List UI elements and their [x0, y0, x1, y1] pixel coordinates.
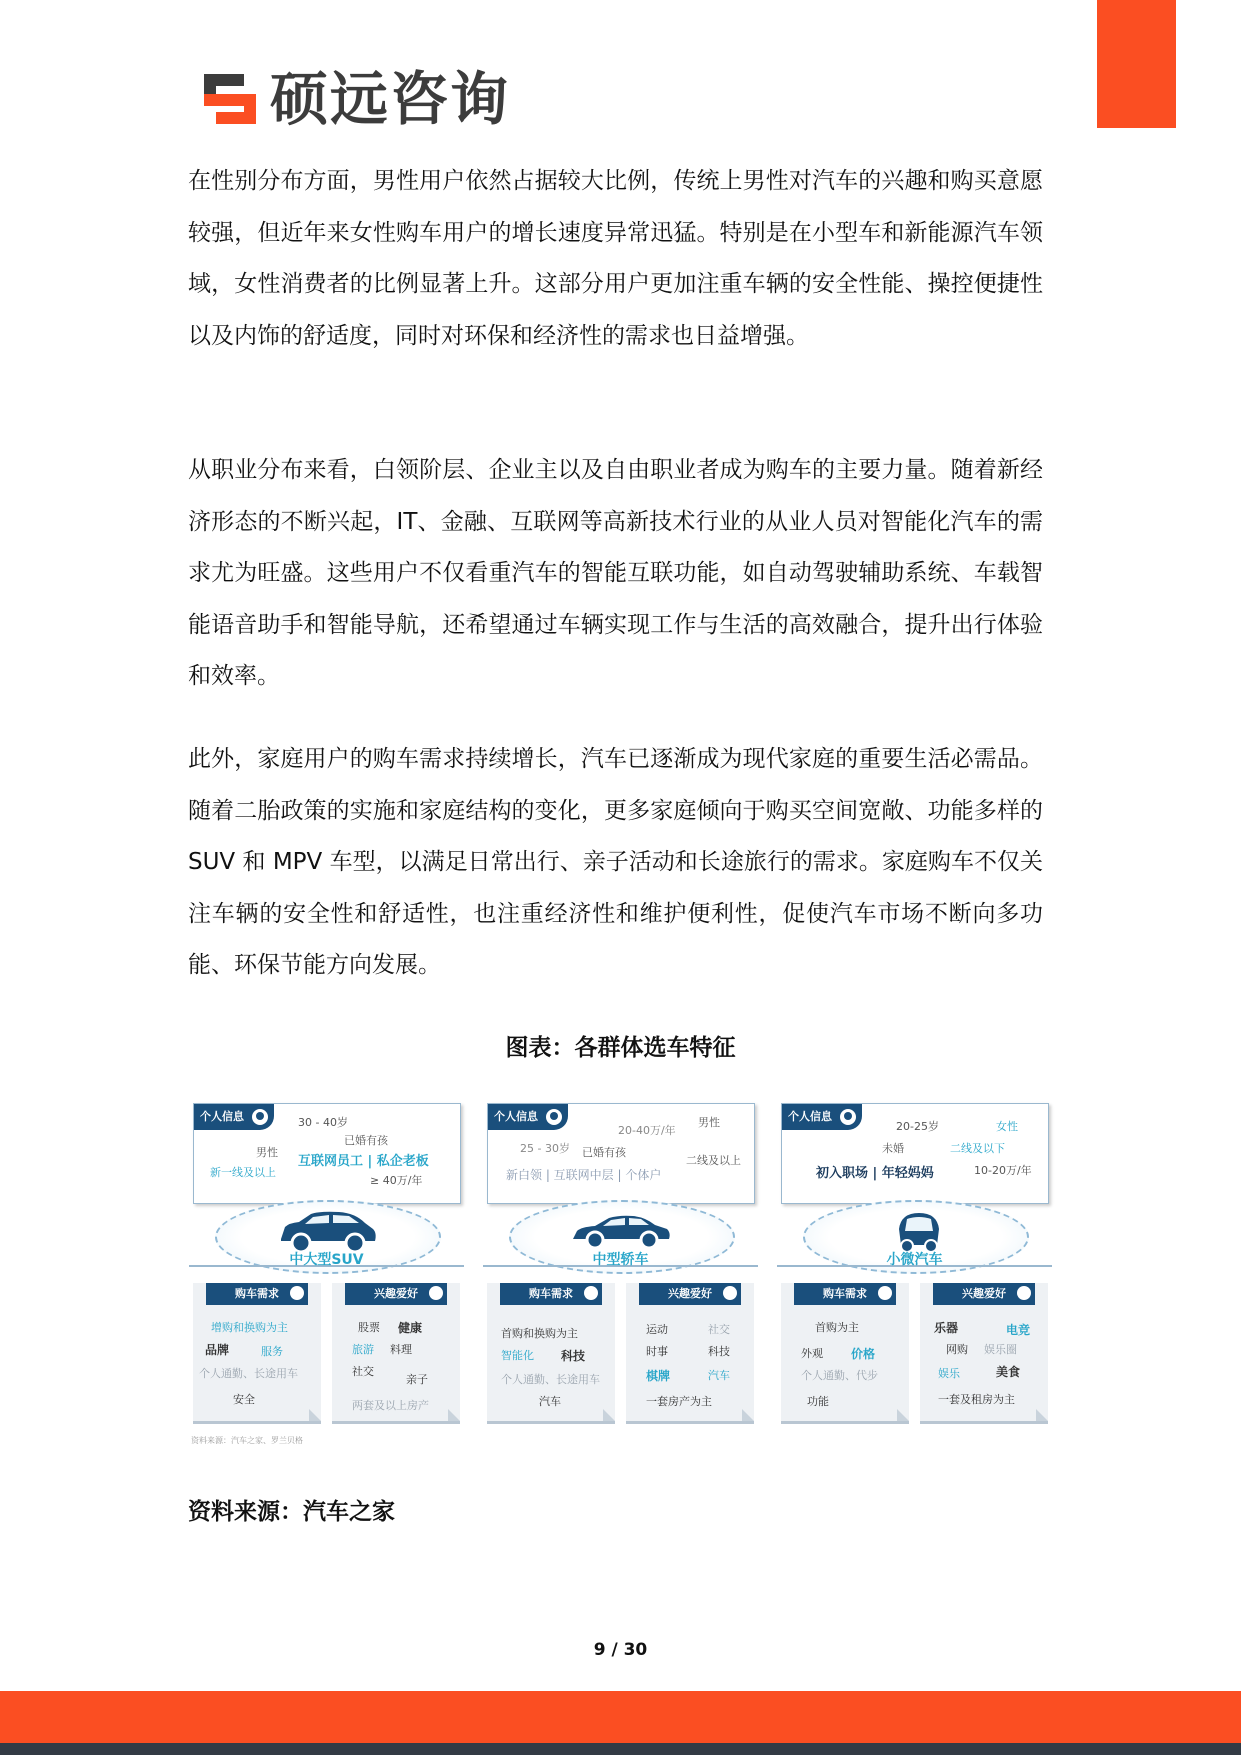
person-icon: [252, 1109, 268, 1125]
need-item: 个人通勤、长途用车: [501, 1373, 600, 1386]
document-icon: [429, 1286, 443, 1300]
panel-sedan: [483, 1097, 758, 1422]
info-box: [193, 1103, 461, 1204]
needs-card: [781, 1283, 909, 1424]
hobbies-card: [332, 1283, 460, 1424]
hobby-item: 运动: [646, 1323, 668, 1336]
needs-tag: [500, 1283, 602, 1305]
hobbies-label: 兴趣爱好: [962, 1287, 1006, 1300]
hobby-item: 料理: [390, 1343, 412, 1356]
needs-tag: [794, 1283, 896, 1305]
page-fold: [448, 1409, 460, 1421]
paragraph-text: 此外，家庭用户的购车需求持续增长，汽车已逐渐成为现代家庭的重要生活必需品。随着二胎政策的实施和家庭结构的变化，更多家庭倾向于购买空间宽敞、功能多样的 SUV 和 MPV 车型，以满足日常出行、亲子活动和长途旅行的需求。家庭购车不仅关注车辆的安全性和舒适性，也注重经济性和维护便利性，促使汽车市场不断向多功能、环保节能方向发展。: [188, 746, 1043, 978]
need-item: 功能: [807, 1395, 829, 1408]
info-box: [781, 1103, 1049, 1204]
needs-tag: [206, 1283, 308, 1305]
info-label: 个人信息: [200, 1110, 244, 1123]
info-marital: 未婚: [882, 1142, 904, 1155]
document-icon: [1017, 1286, 1031, 1300]
info-box: [487, 1103, 755, 1204]
info-label: 个人信息: [494, 1110, 538, 1123]
need-item: 价格: [851, 1347, 876, 1361]
info-job: 初入职场 | 年轻妈妈: [816, 1166, 934, 1181]
need-item: 智能化: [501, 1349, 534, 1362]
info-city: 新一线及以上: [210, 1166, 276, 1179]
source-line: 资料来源：汽车之家: [188, 1499, 395, 1525]
page-fold: [309, 1409, 321, 1421]
brand-name: 硕远咨询: [270, 65, 511, 133]
hobby-item: 一套房产为主: [646, 1395, 712, 1408]
needs-label: 购车需求: [823, 1287, 867, 1300]
need-item: 个人通勤、代步: [801, 1369, 878, 1382]
hobby-item: 汽车: [708, 1369, 730, 1382]
hobbies-tag: [933, 1283, 1035, 1305]
info-marital: 已婚有孩: [582, 1146, 626, 1159]
hobbies-label: 兴趣爱好: [668, 1287, 712, 1300]
page-fold: [1036, 1409, 1048, 1421]
hobbies-label: 兴趣爱好: [374, 1287, 418, 1300]
hobby-item: 两套及以上房产: [352, 1399, 429, 1412]
need-item: 个人通勤、长途用车: [199, 1367, 298, 1380]
hobby-item: 棋牌: [646, 1369, 671, 1383]
info-job: 新白领 | 互联网中层 | 个体户: [506, 1168, 662, 1182]
info-tag: [782, 1104, 862, 1130]
need-item: 科技: [561, 1349, 586, 1363]
needs-card: [193, 1283, 321, 1424]
info-income: ≥ 40万/年: [370, 1174, 423, 1187]
money-icon: [878, 1286, 892, 1300]
page-number: 9 / 30: [593, 1640, 648, 1660]
car-type-label: 小微汽车: [886, 1252, 943, 1268]
body-paragraph-1: [188, 156, 1043, 386]
info-gender: 男性: [256, 1146, 278, 1159]
info-gender: 女性: [996, 1120, 1018, 1133]
need-item: 首购为主: [815, 1321, 859, 1334]
hobby-item: 电竞: [1006, 1323, 1031, 1337]
hobby-item: 科技: [708, 1345, 730, 1358]
panel-micro-car: [777, 1097, 1052, 1422]
document-icon: [723, 1286, 737, 1300]
needs-label: 购车需求: [529, 1287, 573, 1300]
body-paragraph-3: [188, 734, 1043, 1016]
person-icon: [840, 1109, 856, 1125]
hobbies-card: [626, 1283, 754, 1424]
info-income: 20-40万/年: [618, 1124, 676, 1137]
need-item: 外观: [801, 1347, 823, 1360]
footer-strip: [0, 1743, 1241, 1755]
page-fold: [897, 1409, 909, 1421]
body-paragraph-2: [188, 445, 1043, 727]
hobby-item: 娱乐圈: [984, 1343, 1017, 1356]
paragraph-text: 从职业分布来看，白领阶层、企业主以及自由职业者成为购车的主要力量。随着新经济形态的不断兴起，IT、金融、互联网等高新技术行业的从业人员对智能化汽车的需求尤为旺盛。这些用户不仅看重汽车的智能互联功能，如自动驾驶辅助系统、车载智能语音助手和智能导航，还希望通过车辆实现工作与生活的高效融合，提升出行体验和效率。: [188, 457, 1043, 689]
hobby-item: 社交: [708, 1323, 730, 1336]
page-fold: [603, 1409, 615, 1421]
info-income: 10-20万/年: [974, 1164, 1032, 1177]
info-tag: [194, 1104, 274, 1130]
needs-label: 购车需求: [235, 1287, 279, 1300]
hobby-item: 时事: [646, 1345, 668, 1358]
need-item: 首购和换购为主: [501, 1327, 578, 1340]
info-gender: 男性: [698, 1116, 720, 1129]
page-fold: [742, 1409, 754, 1421]
needs-card: [487, 1283, 615, 1424]
info-marital: 已婚有孩: [344, 1134, 388, 1147]
info-tag: [488, 1104, 568, 1130]
hobby-item: 健康: [398, 1321, 423, 1335]
hobby-item: 社交: [352, 1365, 374, 1378]
hobbies-tag: [639, 1283, 741, 1305]
hobby-item: 亲子: [406, 1373, 428, 1386]
need-item: 汽车: [539, 1395, 561, 1408]
person-icon: [546, 1109, 562, 1125]
figure-source-note: 资料来源：汽车之家、罗兰贝格: [191, 1436, 303, 1445]
panel-suv: [189, 1097, 464, 1422]
need-item: 安全: [233, 1393, 255, 1406]
top-right-accent-block: [1097, 0, 1176, 128]
info-job: 互联网员工 | 私企老板: [298, 1154, 429, 1169]
paragraph-text: 在性别分布方面，男性用户依然占据较大比例，传统上男性对汽车的兴趣和购买意愿较强，但近年来女性购车用户的增长速度异常迅猛。特别是在小型车和新能源汽车领域，女性消费者的比例显著上升。这部分用户更加注重车辆的安全性能、操控便捷性以及内饰的舒适度，同时对环保和经济性的需求也日益增强。: [188, 168, 1043, 349]
need-item: 增购和换购为主: [211, 1321, 288, 1334]
info-city: 二线及以上: [686, 1154, 741, 1167]
car-type-label: 中大型SUV: [289, 1252, 364, 1268]
need-item: 服务: [261, 1345, 283, 1358]
info-age: 25 - 30岁: [520, 1142, 570, 1155]
figure-title: 图表：各群体选车特征: [505, 1035, 736, 1061]
hobby-item: 乐器: [934, 1321, 959, 1335]
footer-bar: [0, 1691, 1241, 1743]
hobby-item: 旅游: [352, 1343, 374, 1356]
info-age: 30 - 40岁: [298, 1116, 348, 1129]
hobby-item: 娱乐: [938, 1367, 960, 1380]
hobby-item: 股票: [358, 1321, 380, 1334]
hobbies-card: [920, 1283, 1048, 1424]
figure-segment-car-features: [189, 1097, 1054, 1447]
money-icon: [584, 1286, 598, 1300]
info-city: 二线及以下: [950, 1142, 1005, 1155]
info-age: 20-25岁: [896, 1120, 939, 1133]
s-shape-logo-icon: [200, 70, 260, 128]
hobby-item: 一套及租房为主: [938, 1393, 1015, 1406]
hobby-item: 网购: [946, 1343, 968, 1356]
hobbies-tag: [345, 1283, 447, 1305]
info-label: 个人信息: [788, 1110, 832, 1123]
money-icon: [290, 1286, 304, 1300]
brand-logo: [200, 65, 511, 133]
need-item: 品牌: [205, 1343, 230, 1357]
hobby-item: 美食: [996, 1365, 1021, 1379]
car-type-label: 中型轿车: [592, 1252, 649, 1268]
